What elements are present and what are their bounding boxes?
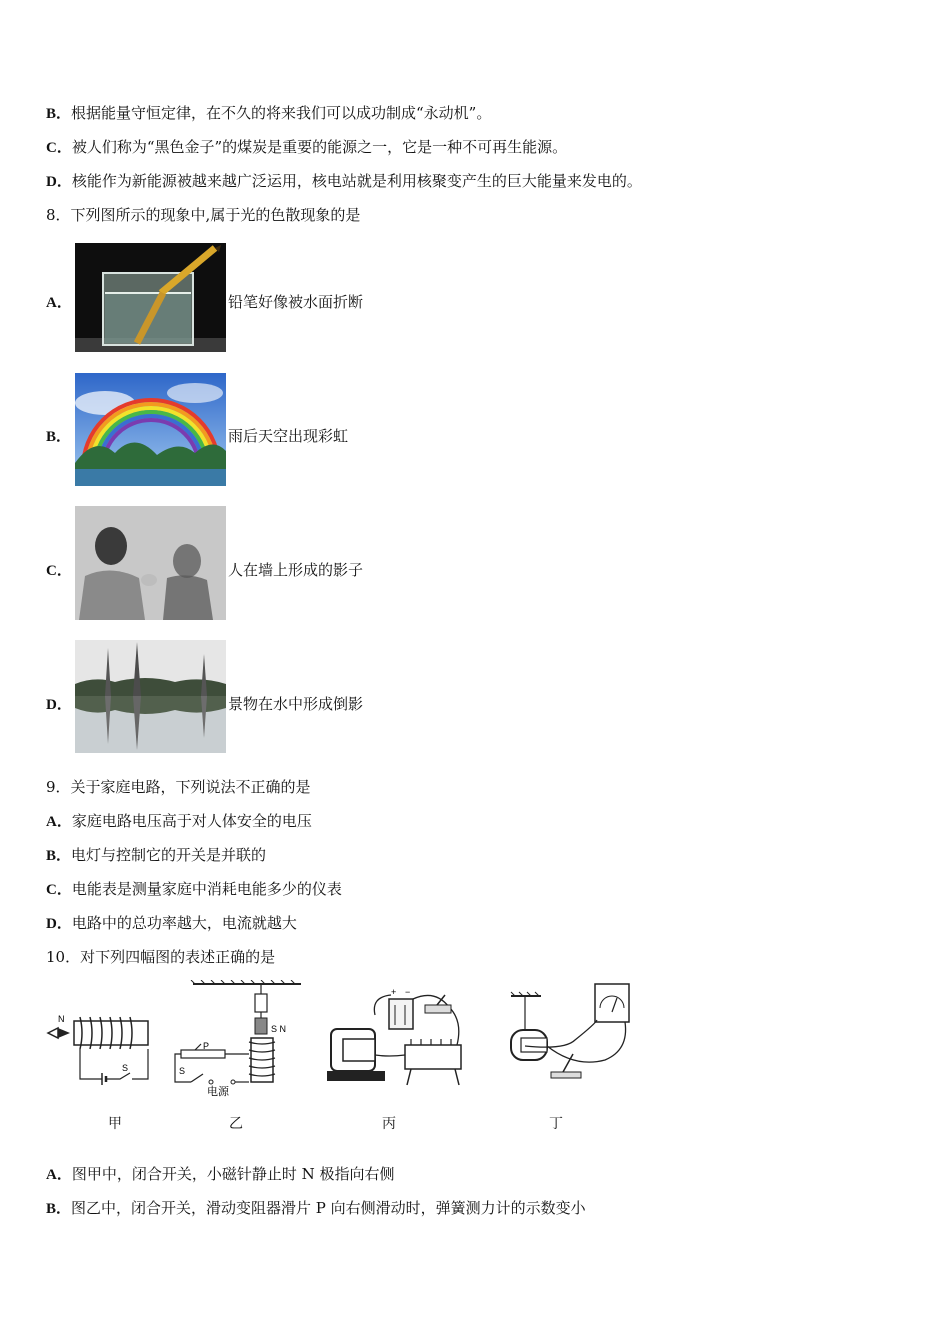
pencil-in-water-photo [75, 243, 226, 352]
terminal-left [209, 1080, 213, 1084]
slider-arrow [195, 1044, 201, 1050]
option-text: 图甲中，闭合开关，小磁针静止时 N 极指向右侧 [71, 1165, 395, 1183]
figure-ding-generator [505, 980, 635, 1088]
option-text: 家庭电路电压高于对人体安全的电压 [71, 812, 312, 830]
q9-option-d [46, 913, 297, 934]
q8-option-b-letter: B． [46, 429, 72, 445]
option-letter: D． [46, 916, 72, 932]
terminal-right [231, 1080, 235, 1084]
motor-coils [411, 1039, 451, 1045]
q9-option-b [46, 845, 266, 866]
motor-leg [407, 1069, 411, 1085]
option-letter: C． [46, 140, 72, 156]
option-letter: B． [46, 1201, 72, 1217]
shadow-photo [75, 506, 226, 620]
q8-option-a-letter: A． [46, 295, 72, 311]
option-letter: C． [46, 882, 72, 898]
q10-option-b [46, 1198, 586, 1219]
q8-option-d-letter: D． [46, 697, 72, 713]
option-text: 电路中的总功率越大，电流就越大 [71, 914, 297, 932]
option-text: 电灯与控制它的开关是并联的 [71, 846, 267, 864]
option-text: 被人们称为“黑色金子”的煤炭是重要的能源之一，它是一种不可再生能源。 [71, 138, 568, 156]
q9-option-c [46, 879, 342, 900]
rheostat-icon [181, 1050, 225, 1058]
figure-label-bing: 丙 [382, 1116, 396, 1132]
power-source-label: 电源 [207, 1086, 229, 1098]
figure-label-ding: 丁 [549, 1116, 563, 1132]
q8-option-b-text: 雨后天空出现彩虹 [228, 427, 349, 445]
compass-needle-icon [48, 1028, 58, 1038]
motor-leg [455, 1069, 459, 1085]
magnet-base [327, 1071, 385, 1081]
slider-p-label: P [203, 1041, 210, 1051]
battery-plus-label: + [391, 987, 397, 997]
reflection-photo [75, 640, 226, 753]
switch-lever [437, 995, 445, 1005]
battery-icon [389, 999, 413, 1029]
option-letter: B． [46, 848, 72, 864]
option-text: 核能作为新能源被越来越广泛运用，核电站就是利用核聚变产生的巨大能量来发电的。 [71, 172, 642, 190]
battery-minus-label: − [405, 987, 411, 997]
figure-yi-electromagnet [165, 980, 305, 1100]
magnet-sn-label: S N [271, 1024, 287, 1034]
wire-link [375, 1055, 405, 1056]
magnet-gap [343, 1039, 375, 1061]
q8-option-c-letter: C． [46, 563, 72, 579]
q10-stem: 10．对下列四幅图的表述正确的是 [46, 948, 276, 966]
wires-top [374, 995, 458, 1045]
switch-s-label: S [122, 1063, 129, 1073]
q9-stem: 9．关于家庭电路，下列说法不正确的是 [46, 778, 311, 796]
wire-left [80, 1049, 102, 1079]
option-text: 电能表是测量家庭中消耗电能多少的仪表 [71, 880, 342, 898]
switch-lever [106, 1073, 130, 1079]
q10-option-a [46, 1164, 395, 1185]
q8-option-d-text: 景物在水中形成倒影 [228, 695, 364, 713]
wire-right [132, 1049, 148, 1079]
galvanometer-icon [595, 984, 629, 1022]
q8-option-a-text: 铅笔好像被水面折断 [228, 293, 364, 311]
q9-option-a [46, 811, 312, 832]
compass-needle-fill [58, 1028, 70, 1038]
compass-n-label: N [58, 1014, 65, 1024]
motor-frame [405, 1045, 461, 1069]
q7-option-b [46, 103, 491, 124]
option-letter: A． [46, 1167, 72, 1183]
q7-option-d [46, 171, 642, 192]
switch-icon [425, 1005, 451, 1013]
option-letter: B． [46, 106, 72, 122]
switch-lever [191, 1074, 203, 1082]
q8-stem: 8．下列图所示的现象中,属于光的色散现象的是 [46, 206, 361, 224]
q7-option-c [46, 137, 567, 158]
rainbow-photo [75, 373, 226, 486]
option-letter: D． [46, 174, 72, 190]
figure-label-yi: 乙 [229, 1116, 243, 1132]
base-plate [551, 1072, 581, 1078]
bar-magnet [255, 1018, 267, 1034]
q8-option-c-text: 人在墙上形成的影子 [228, 561, 364, 579]
figure-bing-motor [325, 985, 470, 1090]
option-text: 根据能量守恒定律，在不久的将来我们可以成功制成“永动机”。 [71, 104, 492, 122]
switch-s-label: S [179, 1066, 186, 1076]
electromagnet-coil [249, 1042, 275, 1076]
spring-scale-icon [255, 994, 267, 1012]
solenoid-coil [80, 1017, 132, 1049]
option-letter: A． [46, 814, 72, 830]
figure-jia-solenoid [44, 1005, 156, 1087]
option-text: 图乙中，闭合开关，滑动变阻器滑片 P 向右侧滑动时，弹簧测力计的示数变小 [71, 1199, 586, 1217]
magnet-gap [521, 1038, 547, 1052]
figure-label-jia: 甲 [108, 1116, 122, 1132]
